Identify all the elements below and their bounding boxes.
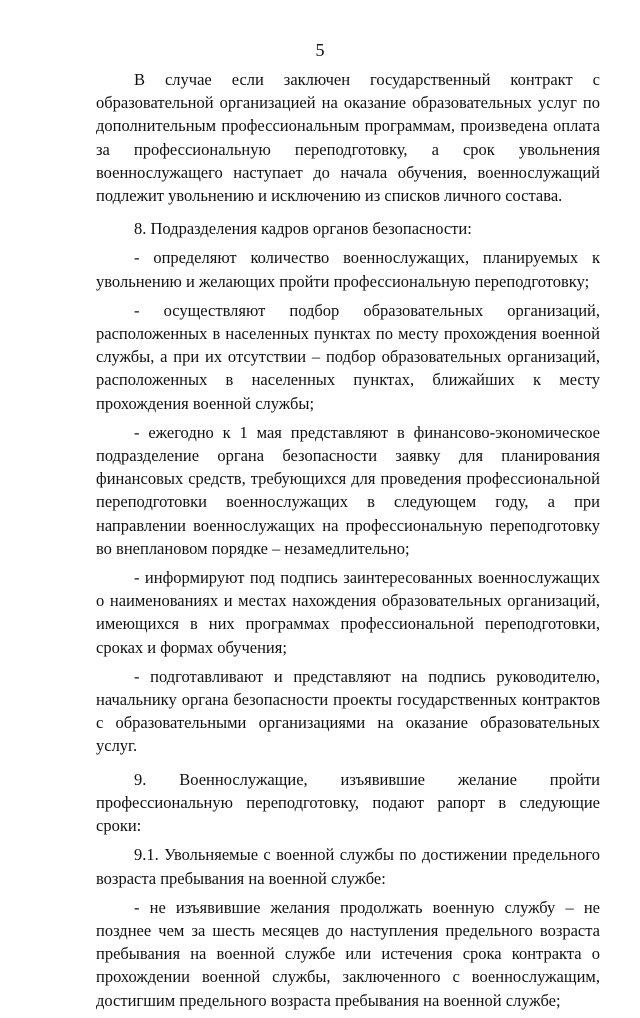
page-number: 5 <box>315 40 325 60</box>
list-item-select-organizations: - осуществляют подбор образовательных организаций, расположенных в населенных пунктах по месту прохождения военной службы, а при их отсутствии – подбор образовательных организаций, расположенных в населенных пунктах, ближайших к месту прохождения военной службы; <box>96 300 600 413</box>
list-item-prepare-contracts: - подготавливают и представляют на подпись руководителю, начальнику органа безопасности проекты государственных контрактов с образовательными организациями на оказание образовательных услуг. <box>96 666 600 756</box>
document-body <box>96 68 600 1018</box>
paragraph-9: 9. Военнослужащие, изъявившие желание пройти профессиональную переподготовку, подают рапорт в следующие сроки: <box>96 769 600 836</box>
paragraph-8-heading: 8. Подразделения кадров органов безопасности: <box>134 219 472 239</box>
list-item-not-wishing: - не изъявившие желания продолжать военную службу – не позднее чем за шесть месяцев до наступления предельного возраста пребывания на военной службе или истечения срока контракта о прохождении военной службы, заключенного с военнослужащим, достигшим предельного возраста пребывания на военной службе; <box>96 897 600 1010</box>
list-item-inform: - информируют под подпись заинтересованных военнослужащих о наименованиях и местах нахождения образовательных организаций, имеющихся в них программах профессиональной переподготовки, сроках и формах обучения; <box>96 568 600 657</box>
paragraph-9-1: 9.1. Увольняемые с военной службы по достижении предельного возраста пребывания на военной службе: <box>96 845 600 888</box>
list-item-determine: - определяют количество военнослужащих, планируемых к увольнению и желающих пройти профессиональную переподготовку; <box>96 248 600 291</box>
paragraph-contract-concluded: В случае если заключен государственный контракт с образовательной организацией на оказание образовательных услуг по дополнительным профессиональным программам, произведена оплата за профессиональную переподготовку, а срок увольнения военнослужащего наступает до начала обучения, военнослужащий подлежит увольнению и исключению из списков личного состава. <box>96 70 600 206</box>
list-item-annual-request: - ежегодно к 1 мая представляют в финансово-экономическое подразделение органа безопасности заявку для планирования финансовых средств, требующихся для проведения профессиональной переподготовки военнослужащих в следующем году, а при направлении военнослужащих на профессиональную переподготовку во внеплановом порядке – незамедлительно; <box>96 422 600 558</box>
